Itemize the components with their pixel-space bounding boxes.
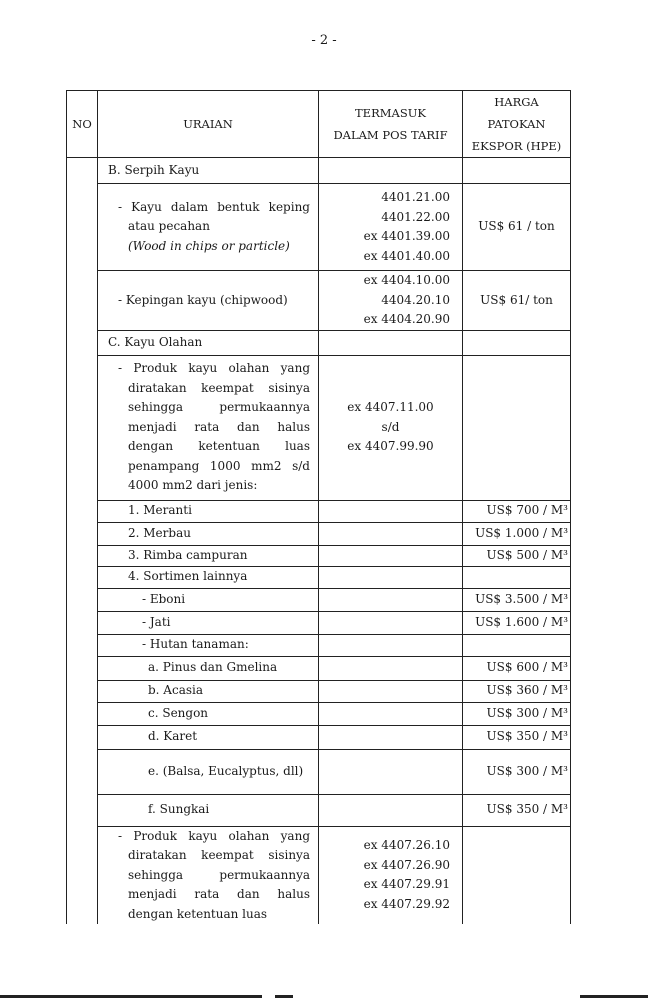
hpe-price-cell: US$ 1.600 / M³: [463, 611, 571, 634]
tariff-code: s/d: [381, 419, 400, 434]
table-row: [67, 794, 571, 826]
uraian-text: a. Pinus dan Gmelina: [148, 660, 278, 675]
table-row: [67, 355, 571, 500]
hpe-price-cell: US$ 300 / M³: [463, 749, 571, 794]
table-row: [67, 656, 571, 680]
tariff-code: ex 4407.29.92: [363, 896, 450, 911]
hpe-price-cell: [463, 826, 571, 924]
uraian-cell: [98, 634, 319, 656]
tariff-code: ex 4404.20.90: [363, 312, 450, 326]
pos-tarif-cell: [319, 158, 463, 184]
uraian-cell: [98, 702, 319, 725]
uraian-text: 2. Merbau: [128, 525, 191, 540]
uraian-cell: [98, 794, 319, 826]
tariff-code: ex 4407.99.90: [347, 439, 434, 454]
uraian-text: - Kepingan kayu (chipwood): [118, 292, 288, 307]
hpe-price-cell: US$ 350 / M³: [463, 725, 571, 749]
table-header-row: [67, 91, 571, 158]
page-number: - 2 -: [311, 33, 337, 48]
header-hpe: HARGA PATOKAN EKSPOR (HPE): [463, 91, 571, 158]
hpe-price-cell: US$ 600 / M³: [463, 656, 571, 680]
uraian-text: 1. Meranti: [128, 503, 192, 518]
footer-rule: [275, 995, 293, 998]
uraian-cell: [98, 749, 319, 794]
tariff-code: ex 4401.40.00: [363, 248, 450, 263]
uraian-text: d. Karet: [148, 729, 198, 744]
uraian-text: - Hutan tanaman:: [142, 637, 249, 652]
pos-tarif-cell: [319, 330, 463, 355]
hpe-price-cell: [463, 634, 571, 656]
header-pos-tarif: TERMASUK DALAM POS TARIF: [319, 91, 463, 158]
hpe-price-cell: US$ 300 / M³: [463, 702, 571, 725]
no-cell: [67, 158, 98, 925]
hpe-price-cell: US$ 3.500 / M³: [463, 588, 571, 611]
pos-tarif-cell: [319, 702, 463, 725]
table-row: [67, 634, 571, 656]
tariff-code: ex 4404.10.00: [363, 273, 450, 287]
hpe-price-cell: [463, 355, 571, 500]
hpe-price-cell: US$ 350 / M³: [463, 794, 571, 826]
table-row: [67, 271, 571, 331]
pos-tarif-cell: [319, 545, 463, 566]
table-row: [67, 826, 571, 924]
table-row: [67, 702, 571, 725]
uraian-text: b. Acasia: [148, 683, 204, 698]
uraian-text: - Eboni: [142, 591, 186, 606]
uraian-cell: [98, 184, 319, 271]
pos-tarif-cell: [319, 749, 463, 794]
tariff-code: ex 4407.11.00: [347, 400, 434, 415]
hpe-table: [66, 90, 571, 924]
uraian-cell: [98, 725, 319, 749]
uraian-english: (Wood in chips or particle): [128, 238, 290, 253]
table-row: [67, 330, 571, 355]
uraian-cell: [98, 588, 319, 611]
uraian-cell: [98, 271, 319, 331]
hpe-price-cell: US$ 1.000 / M³: [463, 522, 571, 545]
hpe-price-cell: [463, 330, 571, 355]
pos-tarif-cell: [319, 522, 463, 545]
table-row: [67, 611, 571, 634]
header-uraian: URAIAN: [98, 91, 319, 158]
uraian-cell: [98, 611, 319, 634]
footer-rule: [580, 995, 648, 998]
uraian-cell: [98, 566, 319, 588]
uraian-cell: [98, 680, 319, 702]
uraian-cell: [98, 330, 319, 355]
table-row: [67, 680, 571, 702]
uraian-text: 3. Rimba campuran: [128, 547, 248, 562]
tariff-code: ex 4407.26.90: [363, 857, 450, 872]
pos-tarif-cell: [319, 611, 463, 634]
table-body: [67, 158, 571, 925]
pos-tarif-cell: [319, 794, 463, 826]
uraian-text: - Produk kayu olahan yang diratakan keempat sisinya sehingga permukaannya menjadi rata dan halus dengan ketentuan luas: [118, 828, 310, 921]
hpe-price-cell: [463, 566, 571, 588]
uraian-text: 4. Sortimen lainnya: [128, 569, 248, 584]
table-row: [67, 184, 571, 271]
tariff-code: 4401.22.00: [381, 209, 450, 224]
hpe-price-cell: US$ 360 / M³: [463, 680, 571, 702]
table-row: [67, 158, 571, 184]
pos-tarif-cell: [319, 656, 463, 680]
pos-tarif-cell: [319, 271, 463, 331]
uraian-cell: [98, 545, 319, 566]
tariff-code: ex 4407.26.10: [363, 838, 450, 853]
tariff-code: ex 4407.29.91: [363, 877, 450, 892]
hpe-price-cell: US$ 500 / M³: [463, 545, 571, 566]
uraian-cell: [98, 500, 319, 522]
table-row: [67, 725, 571, 749]
hpe-price-cell: US$ 61/ ton: [463, 271, 571, 331]
uraian-text: e. (Balsa, Eucalyptus, dll): [148, 763, 304, 778]
uraian-text: C. Kayu Olahan: [108, 334, 203, 349]
pos-tarif-cell: [319, 826, 463, 924]
uraian-text: - Jati: [142, 614, 171, 629]
table-row: [67, 749, 571, 794]
uraian-text: c. Sengon: [148, 705, 209, 720]
uraian-cell: [98, 826, 319, 924]
hpe-price-cell: US$ 61 / ton: [463, 184, 571, 271]
hpe-price-cell: US$ 700 / M³: [463, 500, 571, 522]
pos-tarif-cell: [319, 588, 463, 611]
uraian-text: - Kayu dalam bentuk keping atau pecahan: [118, 199, 310, 234]
header-no: NO: [67, 91, 98, 158]
pos-tarif-cell: [319, 634, 463, 656]
tariff-code: 4404.20.10: [381, 292, 450, 307]
pos-tarif-cell: [319, 500, 463, 522]
pos-tarif-cell: [319, 566, 463, 588]
pos-tarif-cell: [319, 184, 463, 271]
table-row: [67, 522, 571, 545]
uraian-text: B. Serpih Kayu: [108, 162, 200, 177]
table-row: [67, 588, 571, 611]
table-row: [67, 566, 571, 588]
pos-tarif-cell: [319, 355, 463, 500]
footer-rule: [0, 995, 262, 998]
uraian-cell: [98, 355, 319, 500]
hpe-price-cell: [463, 158, 571, 184]
uraian-cell: [98, 158, 319, 184]
uraian-text: - Produk kayu olahan yang diratakan keempat sisinya sehingga permukaannya menjadi rata dan halus dengan ketentuan luas penampang 1000 mm2 s/d 4000 mm2 dari jenis:: [118, 361, 310, 493]
uraian-text: f. Sungkai: [148, 802, 210, 817]
uraian-cell: [98, 522, 319, 545]
uraian-cell: [98, 656, 319, 680]
tariff-code: ex 4401.39.00: [363, 229, 450, 243]
table-row: [67, 500, 571, 522]
pos-tarif-cell: [319, 725, 463, 749]
tariff-code: 4401.21.00: [381, 190, 450, 204]
pos-tarif-cell: [319, 680, 463, 702]
table-row: [67, 545, 571, 566]
